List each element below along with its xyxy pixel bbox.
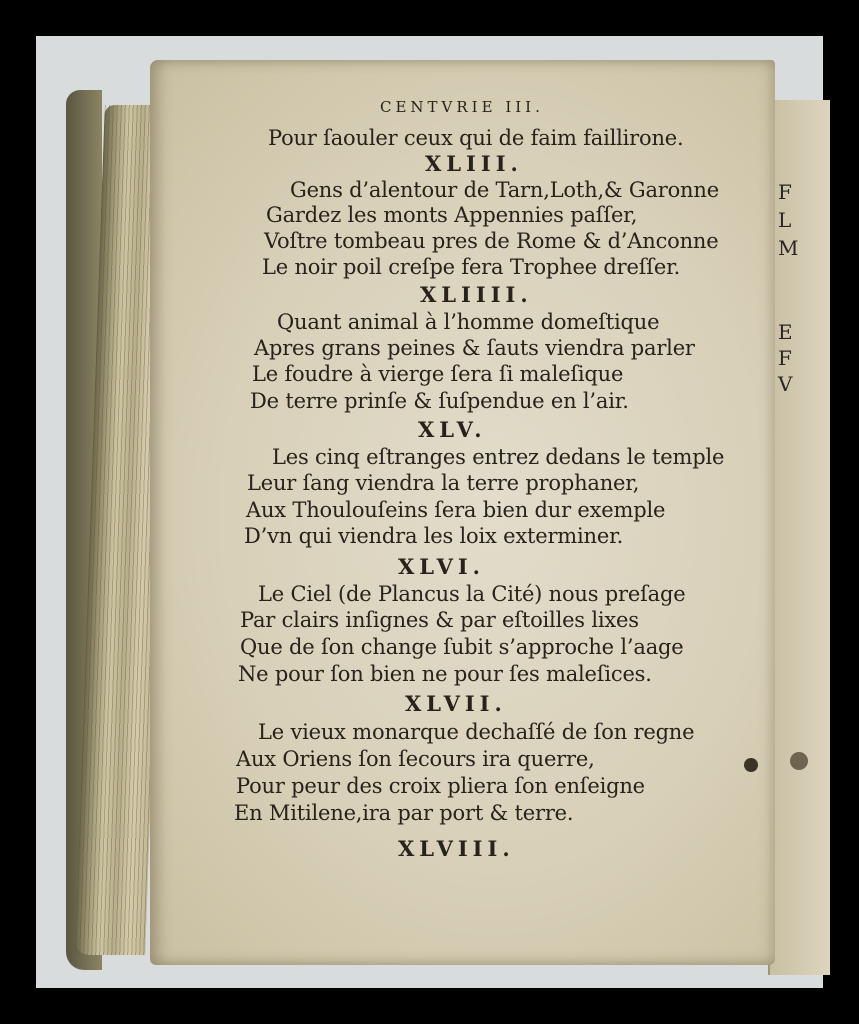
- verse-line: Le Ciel (de Plancus la Cité) nous preſage: [258, 582, 686, 606]
- quatrain-number: XLVII.: [405, 691, 507, 716]
- verse-line: Pour ſaouler ceux qui de faim faillirone.: [268, 126, 684, 150]
- verse-line: Le vieux monarque dechaſſé de ſon regne: [258, 720, 695, 744]
- quatrain-number: XLIII.: [425, 151, 523, 176]
- verse-line: Le noir poil creſpe fera Trophee dreſſer.: [262, 255, 681, 279]
- facing-page-letter: F: [778, 346, 792, 370]
- running-header: CENTVRIE III.: [380, 98, 544, 116]
- facing-page-letter: V: [778, 372, 793, 396]
- verse-line: Par clairs inſignes & par eſtoilles lixes: [240, 608, 639, 632]
- facing-page-letter: M: [778, 236, 799, 260]
- verse-line: D’vn qui viendra les loix exterminer.: [244, 524, 624, 548]
- facing-page-letter: E: [778, 320, 793, 344]
- verse-line: Leur ſang viendra la terre prophaner,: [247, 471, 640, 495]
- verse-line: Quant animal à l’homme domeſtique: [277, 310, 660, 334]
- verse-line: Aux Oriens ſon ſecours ira querre,: [236, 747, 595, 771]
- verse-line: Apres grans peines & ſauts viendra parler: [254, 336, 695, 360]
- verse-line: En Mitilene,ira par port & terre.: [234, 801, 574, 825]
- facing-page-letter: F: [778, 180, 792, 204]
- verse-line: Les cinq eſtranges entrez dedans le temple: [272, 445, 725, 469]
- quatrain-number: XLV.: [418, 417, 487, 442]
- quatrain-number: XLVI.: [398, 554, 485, 579]
- verse-line: Aux Thoulouſeins ſera bien dur exemple: [246, 498, 666, 522]
- verse-line: De terre prinſe & ſuſpendue en l’air.: [250, 389, 629, 413]
- verse-line: Gardez les monts Appennies paſſer,: [266, 203, 638, 227]
- verse-line: Gens d’alentour de Tarn,Loth,& Garonne: [290, 178, 719, 202]
- verse-line: Voſtre tombeau pres de Rome & d’Anconne: [264, 229, 719, 253]
- verse-line: Que de ſon change ſubit s’approche l’aage: [240, 635, 684, 659]
- quatrain-number: XLIIII.: [420, 282, 533, 307]
- facing-page-letter: L: [778, 208, 792, 232]
- verse-line: Pour peur des croix pliera ſon enſeigne: [236, 774, 645, 798]
- quatrain-number: XLVIII.: [398, 836, 515, 861]
- verse-line: Ne pour ſon bien ne pour ſes maleſices.: [238, 662, 652, 686]
- verse-line: Le foudre à vierge ſera ſi maleſique: [252, 362, 624, 386]
